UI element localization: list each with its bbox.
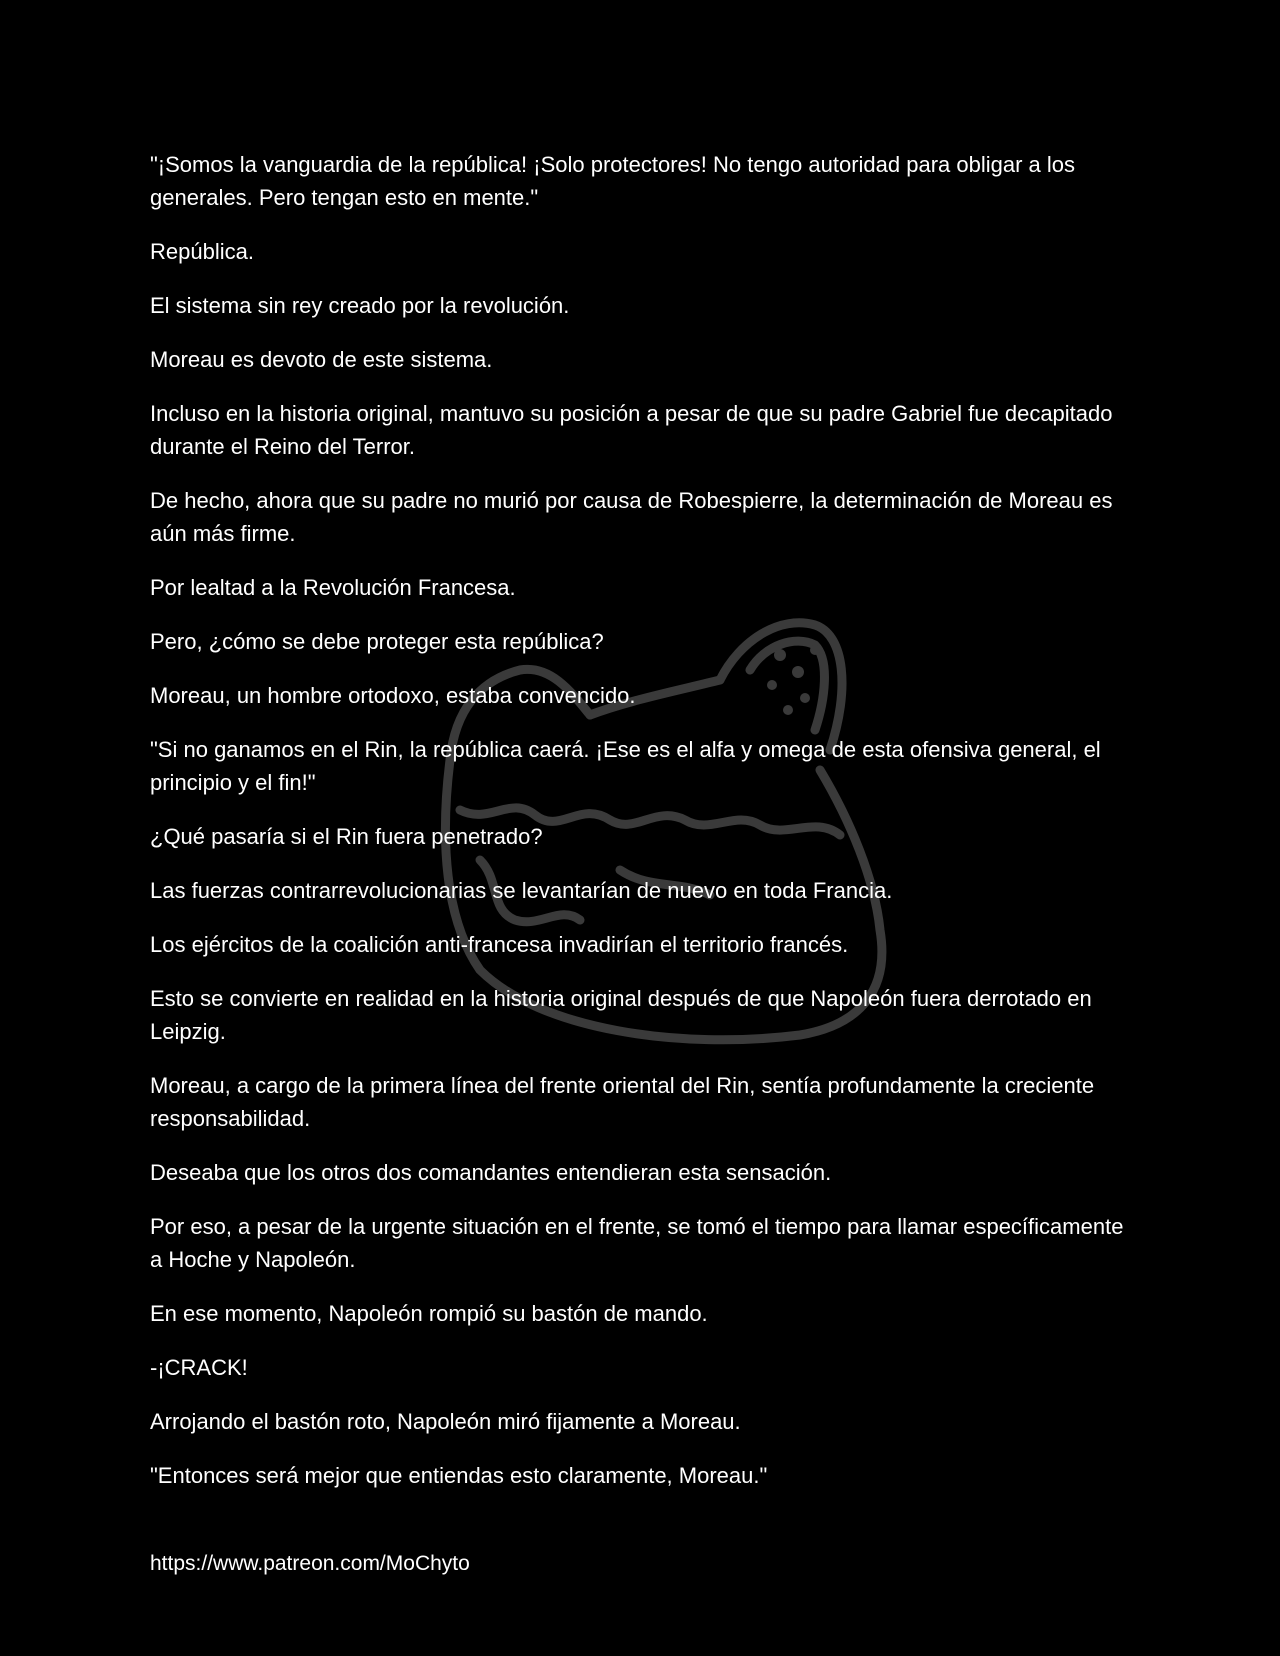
paragraph: Pero, ¿cómo se debe proteger esta república? xyxy=(150,629,604,654)
paragraph: En ese momento, Napoleón rompió su bastón de mando. xyxy=(150,1301,708,1326)
paragraph: "Entonces será mejor que entiendas esto claramente, Moreau." xyxy=(150,1463,768,1488)
paragraph: ¿Qué pasaría si el Rin fuera penetrado? xyxy=(150,824,543,849)
paragraph: Arrojando el bastón roto, Napoleón miró fijamente a Moreau. xyxy=(150,1409,741,1434)
paragraph: "Si no ganamos en el Rin, la república caerá. ¡Ese es el alfa y omega de esta ofensiva general, el principio y el fin!" xyxy=(150,737,1101,795)
paragraph: "¡Somos la vanguardia de la república! ¡Solo protectores! No tengo autoridad para obligar a los generales. Pero tengan esto en mente." xyxy=(150,152,1076,210)
paragraph: -¡CRACK! xyxy=(150,1355,248,1380)
paragraph: Moreau, a cargo de la primera línea del frente oriental del Rin, sentía profundamente la creciente responsabilidad. xyxy=(150,1073,1095,1131)
paragraph: República. xyxy=(150,239,254,264)
paragraph: Las fuerzas contrarrevolucionarias se levantarían de nuevo en toda Francia. xyxy=(150,878,893,903)
paragraph: Incluso en la historia original, mantuvo su posición a pesar de que su padre Gabriel fue decapitado durante el Reino del Terror. xyxy=(150,401,1113,459)
paragraph: Los ejércitos de la coalición anti-francesa invadirían el territorio francés. xyxy=(150,932,849,957)
chapter-text xyxy=(150,148,1140,1513)
paragraph: Moreau es devoto de este sistema. xyxy=(150,347,493,372)
paragraph: Deseaba que los otros dos comandantes entendieran esta sensación. xyxy=(150,1160,832,1185)
paragraph: Moreau, un hombre ortodoxo, estaba convencido. xyxy=(150,683,636,708)
paragraph: De hecho, ahora que su padre no murió por causa de Robespierre, la determinación de Moreau es aún más firme. xyxy=(150,488,1113,546)
paragraph: Por lealtad a la Revolución Francesa. xyxy=(150,575,516,600)
paragraph: Por eso, a pesar de la urgente situación en el frente, se tomó el tiempo para llamar específicamente a Hoche y Napoleón. xyxy=(150,1214,1124,1272)
patreon-link[interactable]: https://www.patreon.com/MoChyto xyxy=(150,1552,470,1575)
paragraph: El sistema sin rey creado por la revolución. xyxy=(150,293,570,318)
paragraph: Esto se convierte en realidad en la historia original después de que Napoleón fuera derrotado en Leipzig. xyxy=(150,986,1092,1044)
